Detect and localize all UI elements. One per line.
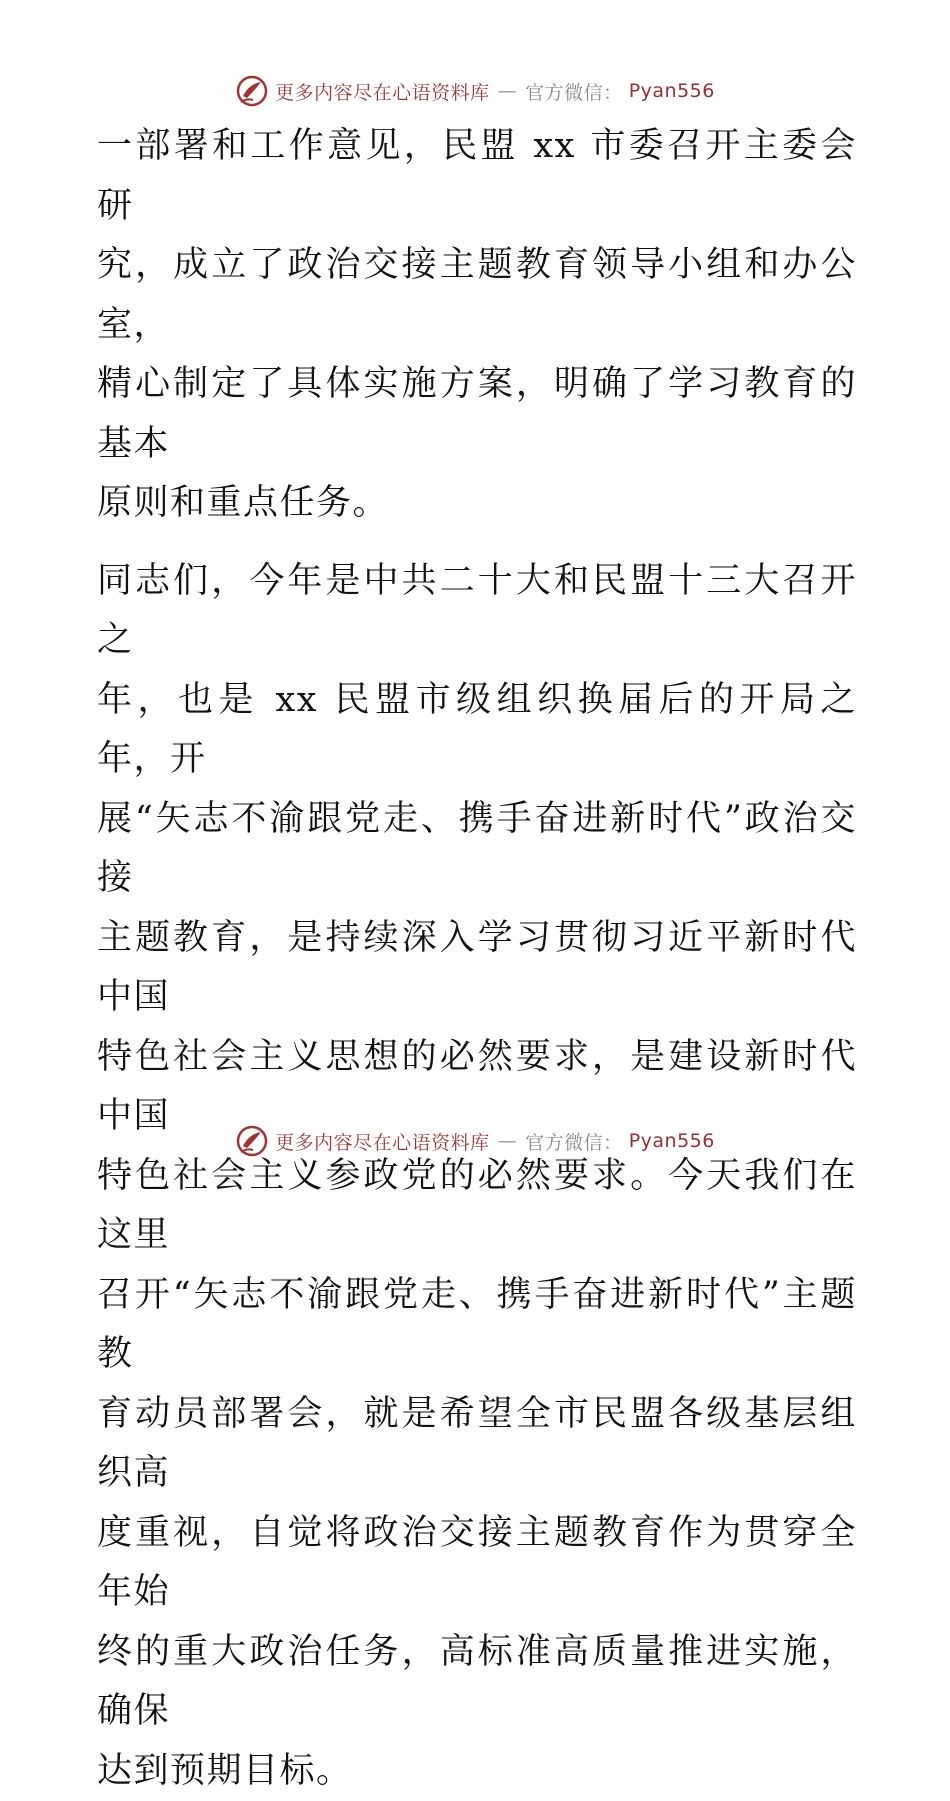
body-paragraph-1: 一部署和工作意见，民盟 xx 市委召开主委会研 究，成立了政治交接主题教育领导小组和办公室， 精心制定了具体实施方案，明确了学习教育的基本 原则和重点任务。 <box>97 117 857 534</box>
watermark-wechat-id: Pyan556 <box>629 1130 715 1152</box>
watermark-official-text: 官方微信： <box>525 1128 623 1155</box>
watermark-official-text: 官方微信： <box>525 78 623 105</box>
document-body <box>97 117 857 1801</box>
body-paragraph-2: 同志们，今年是中共二十大和民盟十三大召开之 年，也是 xx 民盟市级组织换届后的开局之年，开 展“矢志不渝跟党走、携手奋进新时代”政治交接 主题教育，是持续深入学习贯彻习近平新时代中国 特色社会主义思想的必然要求，是建设新时代中国 特色社会主义参政党的必然要求。今天我们在这里 召开“矢志不渝跟党走、携手奋进新时代”主题教 育动员部署会，就是希望全市民盟各级基层组织高 度重视，自觉将政治交接主题教育作为贯穿全年始 终的重大政治任务，高标准高质量推进实施，确保 达到预期目标。 <box>97 552 857 1801</box>
pen-logo-icon <box>235 1124 269 1158</box>
pen-logo-icon <box>235 74 269 108</box>
watermark-dash: — <box>498 80 518 102</box>
footer-watermark <box>0 1124 950 1158</box>
header-watermark <box>0 74 950 108</box>
watermark-dash: — <box>498 1130 518 1152</box>
watermark-site-text: 更多内容尽在心语资料库 <box>275 1128 490 1155</box>
watermark-site-text: 更多内容尽在心语资料库 <box>275 78 490 105</box>
watermark-wechat-id: Pyan556 <box>629 80 715 102</box>
